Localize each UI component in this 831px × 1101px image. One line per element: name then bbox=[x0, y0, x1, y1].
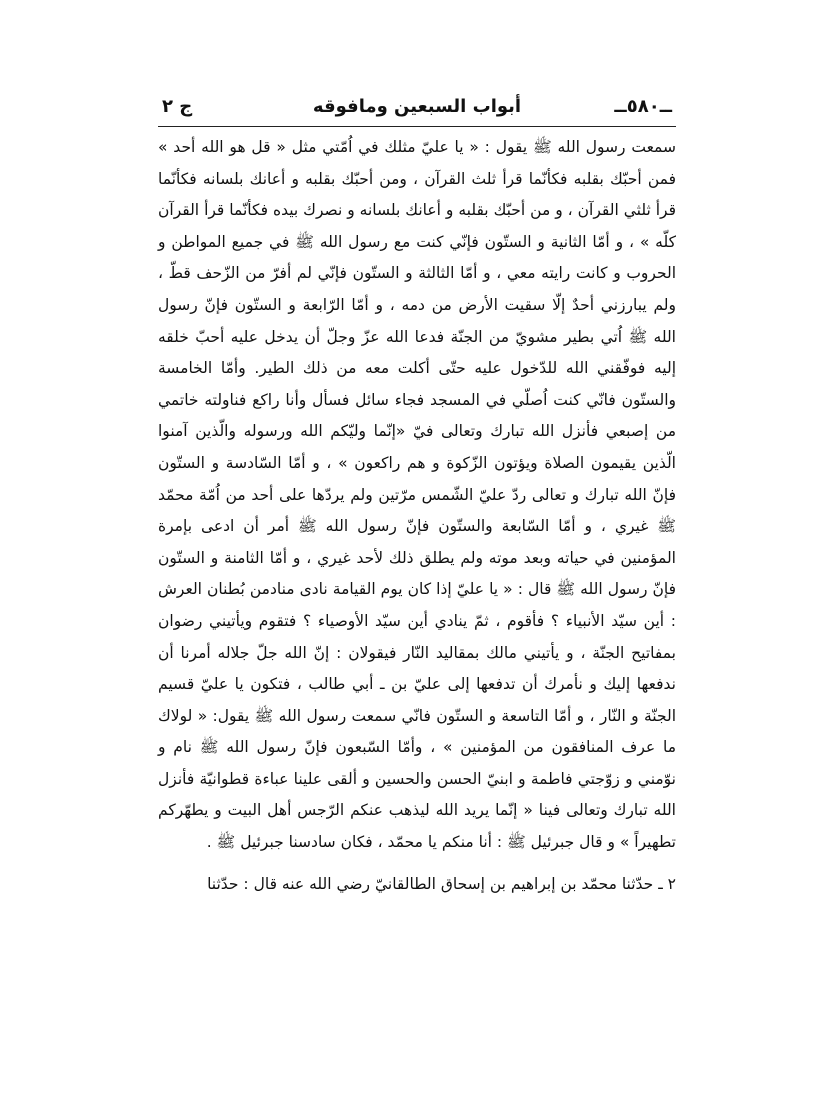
chapter-title: أبواب السبعين ومافوقه bbox=[312, 96, 522, 117]
text-paragraph: سمعت رسول الله ﷺ يقول : « يا عليّ مثلك في اُمّتي مثل « قل هو الله أحد » فمن أحبّك بقلبه فكأنّما قرأ ثلث القرآن ، ومن أحبّك بقلبه و أعانك بلسانه فكأنّما قرأ ثلثي القرآن ، و من أحبّك بقلبه و أعانك بلسانه و نصرك بيده فكأنّما قرأ القرآن كلّه » ، و أمّا الثانية و الستّون فإنّي كنت مع رسول الله ﷺ في جميع المواطن و الحروب و كانت رايته معي ، و أمّا الثالثة و الستّون فإنّي لم أفرّ من الزّحف قطّ ، ولم يبارزني أحدٌ إلّا سقيت الأرض من دمه ، و أمّا الرّابعة و الستّون فإنّ رسول الله ﷺ اُتي بطير مشويّ من الجنّة فدعا الله عزّ وجلّ أن يدخل عليه أحبّ خلقه إليه فوفّقني الله للدّخول عليه حتّى أكلت معه من ذلك الطير. وأمّا الخامسة والستّون فانّي كنت اُصلّي في المسجد فجاء سائل فسأل وأنا راكع فناولته خاتمي من إصبعي فأنزل الله تبارك وتعالى فيّ «إنّما وليّكم الله ورسوله والّذين آمنوا الّذين يقيمون الصلاة ويؤتون الزّكوة و هم راكعون » ، و أمّا السّادسة و الستّون فإنّ الله تبارك و تعالى ردّ عليّ الشّمس مرّتين ولم يردّها على أحد من اُمّة محمّد ﷺ غيري ، و أمّا السّابعة والستّون فإنّ رسول الله ﷺ أمر أن ادعى بإمرة المؤمنين في حياته وبعد موته ولم يطلق ذلك لأحد غيري ، و أمّا الثامنة و الستّون فإنّ رسول الله ﷺ قال : « يا عليّ إذا كان يوم القيامة نادى منادمن بُطنان العرش : أين سيّد الأنبياء ؟ فأقوم ، ثمّ ينادي أين سيّد الأوصياء ؟ فتقوم ويأتيني رضوان بمفاتيح الجنّة ، و يأتيني مالك بمقاليد النّار فيقولان : إنّ الله جلّ جلاله أمرنا أن ندفعها إليك و نأمرك أن تدفعها إلى عليّ بن ـ أبي طالب ، فتكون يا عليّ قسيم الجنّة و النّار ، و أمّا التاسعة و الستّون فانّي سمعت رسول الله ﷺ يقول: « لولاك ما عرف المنافقون من المؤمنين » ، وأمّا السّبعون فإنّ رسول الله ﷺ نام و نوّمني و زوّجتي فاطمة و ابنيّ الحسن والحسين و ألقى علينا عباءة قطوانيّة فأنزل الله تبارك وتعالى فينا « إنّما يريد الله ليذهب عنكم الرّجس أهل البيت و يطهّركم تطهيراً » و قال جبرئيل ﷺ : أنا منكم يا محمّد ، فكان سادسنا جبرئيل ﷺ . bbox=[158, 138, 676, 852]
main-text bbox=[158, 132, 676, 900]
header-divider bbox=[158, 126, 676, 127]
text-paragraph: ٢ ـ حدّثنا محمّد بن إبراهيم بن إسحاق الطالقانيّ رضي الله عنه قال : حدّثنا bbox=[207, 874, 676, 893]
page-number: ــ٥٨٠ــ bbox=[614, 96, 672, 117]
volume-label: ج ٢ bbox=[162, 96, 193, 117]
running-header bbox=[162, 92, 672, 122]
